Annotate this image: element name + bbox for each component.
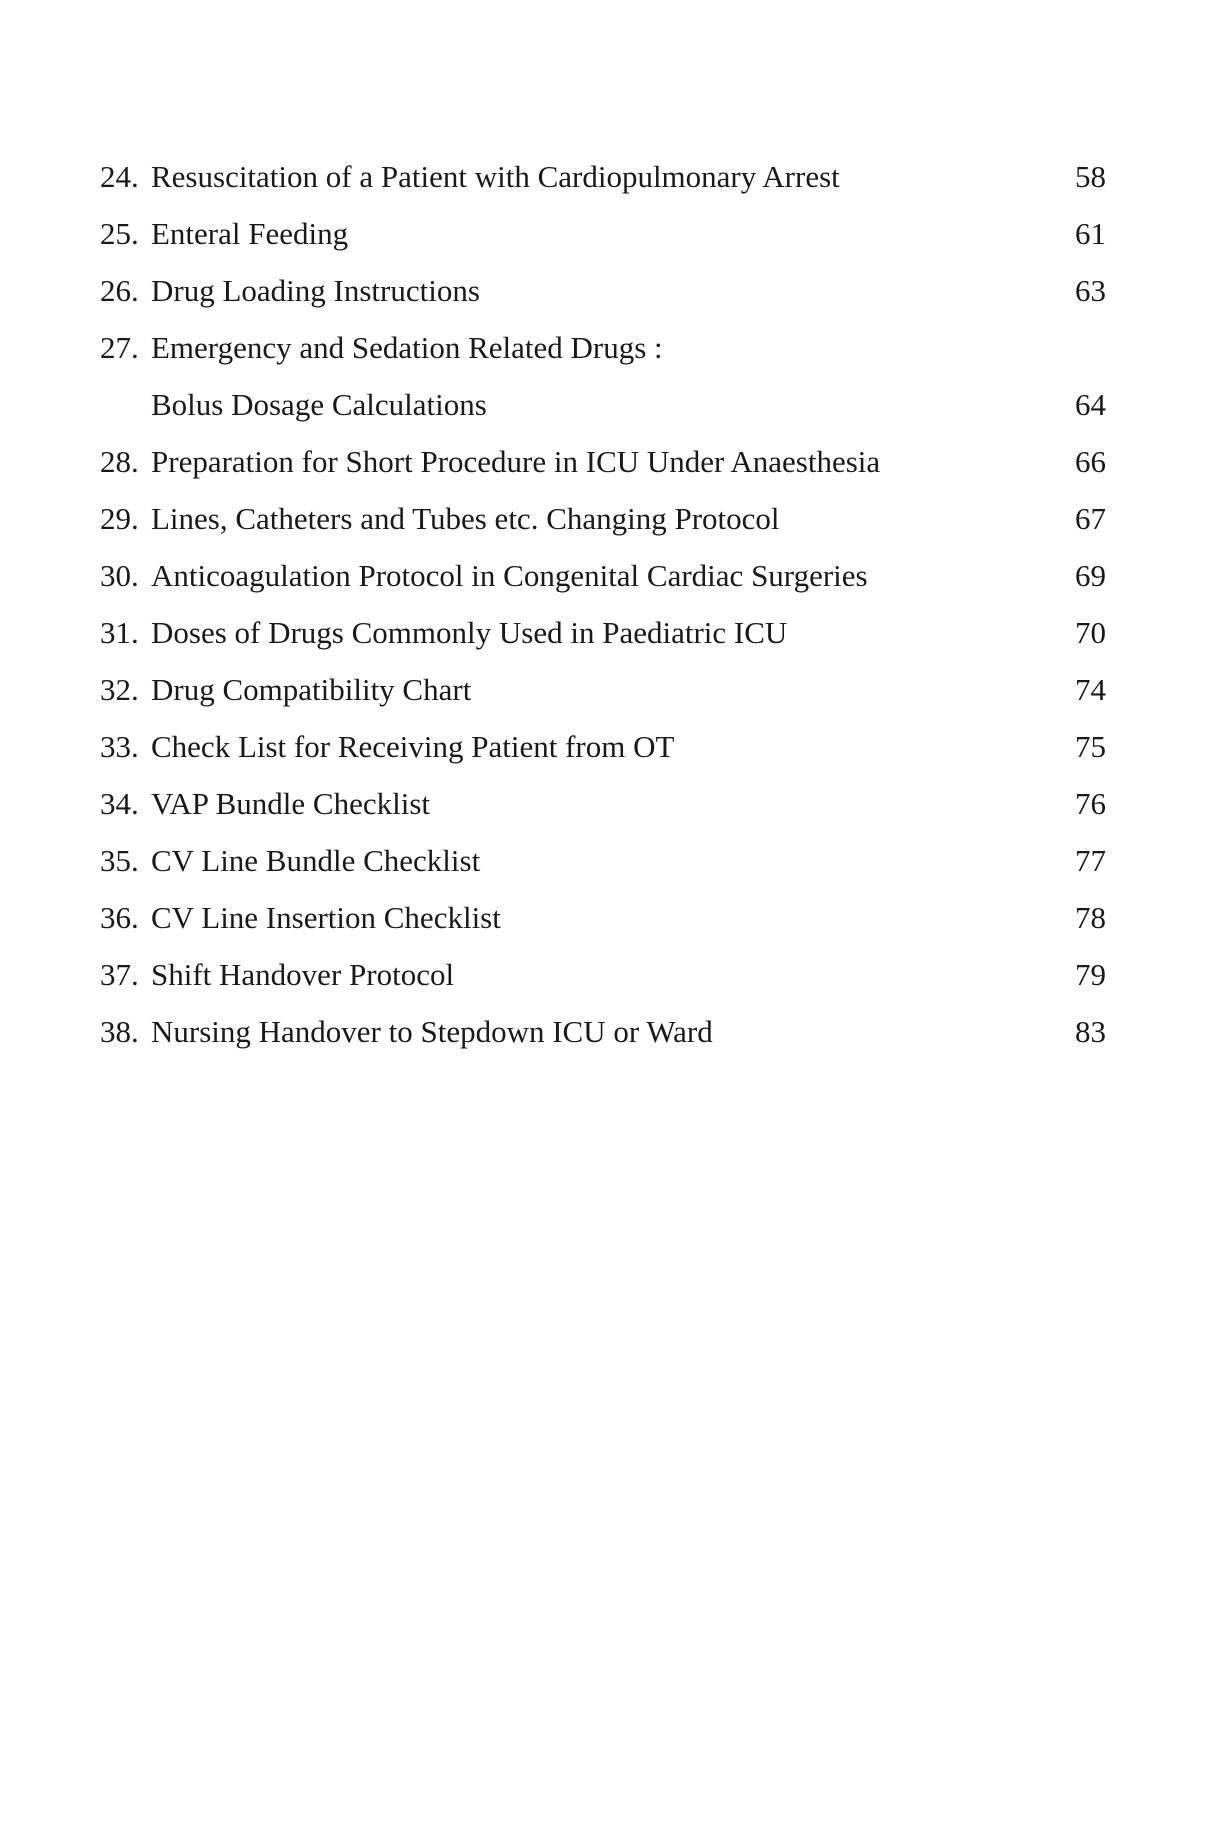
- entry-page: 69: [1075, 558, 1106, 593]
- toc-entry-27-continued: [0, 376, 1214, 433]
- entry-number: 26.: [100, 273, 139, 308]
- entry-title: Anticoagulation Protocol in Congenital Cardiac Surgeries: [151, 558, 868, 593]
- entry-page: 58: [1075, 159, 1106, 194]
- entry-page: 75: [1075, 729, 1106, 764]
- entry-title: VAP Bundle Checklist: [151, 786, 431, 821]
- toc-entry-25: [0, 205, 1214, 262]
- entry-number: 33.: [100, 729, 139, 764]
- entry-number: 37.: [100, 957, 139, 992]
- toc-entry-26: [0, 262, 1214, 319]
- toc-entry-37: [0, 946, 1214, 1003]
- entry-number: 25.: [100, 216, 139, 251]
- entry-page: 77: [1075, 843, 1106, 878]
- entry-number: 30.: [100, 558, 139, 593]
- toc-entry-38: [0, 1003, 1214, 1060]
- toc-entry-31: [0, 604, 1214, 661]
- entry-number: 36.: [100, 900, 139, 935]
- entry-title: Bolus Dosage Calculations: [151, 387, 487, 422]
- entry-number: 35.: [100, 843, 139, 878]
- entry-page: 74: [1075, 672, 1106, 707]
- toc-entry-30: [0, 547, 1214, 604]
- entry-number: 32.: [100, 672, 139, 707]
- entry-number: 34.: [100, 786, 139, 821]
- entry-page: 66: [1075, 444, 1106, 479]
- entry-number: 31.: [100, 615, 139, 650]
- entry-title: Nursing Handover to Stepdown ICU or Ward: [151, 1014, 713, 1049]
- entry-number: 27.: [100, 330, 139, 365]
- entry-number: 29.: [100, 501, 139, 536]
- entry-title: Shift Handover Protocol: [151, 957, 455, 992]
- entry-title: Check List for Receiving Patient from OT: [151, 729, 675, 764]
- entry-page: 83: [1075, 1014, 1106, 1049]
- entry-page: 79: [1075, 957, 1106, 992]
- entry-title: Preparation for Short Procedure in ICU Under Anaesthesia: [151, 444, 881, 479]
- entry-title: Resuscitation of a Patient with Cardiopulmonary Arrest: [151, 159, 840, 194]
- entry-page: 64: [1075, 387, 1106, 422]
- entry-page: 63: [1075, 273, 1106, 308]
- entry-page: 61: [1075, 216, 1106, 251]
- entry-number: 24.: [100, 159, 139, 194]
- toc-entry-24: [0, 148, 1214, 205]
- entry-page: 67: [1075, 501, 1106, 536]
- table-of-contents: [0, 148, 1214, 1060]
- toc-entry-27: [0, 319, 1214, 376]
- entry-title: CV Line Insertion Checklist: [151, 900, 501, 935]
- entry-title: CV Line Bundle Checklist: [151, 843, 481, 878]
- entry-page: 76: [1075, 786, 1106, 821]
- entry-title: Lines, Catheters and Tubes etc. Changing Protocol: [151, 501, 780, 536]
- entry-title: Emergency and Sedation Related Drugs :: [151, 330, 663, 365]
- entry-page: 78: [1075, 900, 1106, 935]
- toc-entry-29: [0, 490, 1214, 547]
- entry-title: Doses of Drugs Commonly Used in Paediatric ICU: [151, 615, 788, 650]
- entry-title: Drug Loading Instructions: [151, 273, 480, 308]
- toc-entry-36: [0, 889, 1214, 946]
- toc-entry-34: [0, 775, 1214, 832]
- entry-title: Enteral Feeding: [151, 216, 349, 251]
- toc-entry-28: [0, 433, 1214, 490]
- toc-entry-35: [0, 832, 1214, 889]
- toc-entry-33: [0, 718, 1214, 775]
- entry-number: 38.: [100, 1014, 139, 1049]
- toc-entry-32: [0, 661, 1214, 718]
- entry-page: 70: [1075, 615, 1106, 650]
- entry-title: Drug Compatibility Chart: [151, 672, 472, 707]
- entry-number: 28.: [100, 444, 139, 479]
